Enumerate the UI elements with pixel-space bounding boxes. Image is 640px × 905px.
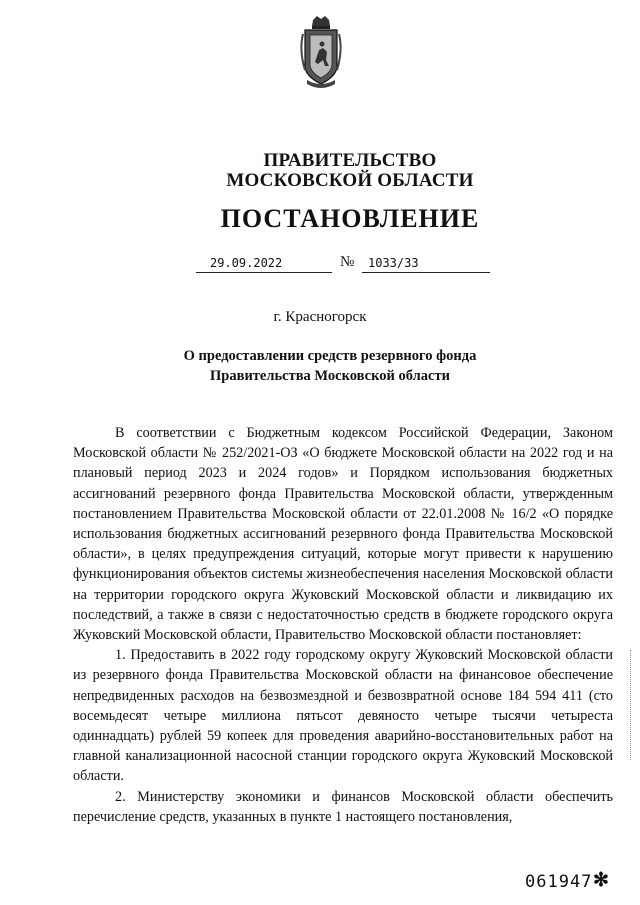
number-label: № [340, 254, 355, 270]
organization-name-line2: МОСКОВСКОЙ ОБЛАСТИ [226, 170, 474, 191]
body-paragraph-item-2: 2. Министерству экономики и финансов Московской области обеспечить перечисление средств, указанных в пункте 1 настоящего постановления, [73, 788, 613, 825]
document-body [73, 423, 613, 827]
scan-margin-dots [630, 650, 633, 760]
body-paragraph-item-1: 1. Предоставить в 2022 году городскому округу Жуковский Московской области из резервного фонда Правительства Московской области на финансовое обеспечение непредвиденных расходов на безвозмездной и безвозвратной основе 184 594 411 (сто восемьдесят четыре миллиона пятьсот девяносто четыре тысячи четыреста одиннадцать) рублей 59 копеек для проведения аварийно-восстановительных работ на главной канализационной насосной станции городского округа Жуковский Московской области. [73, 647, 613, 785]
coat-of-arms-emblem [299, 14, 343, 120]
body-paragraph-preamble: В соответствии с Бюджетным кодексом Российской Федерации, Законом Московской области № 252/2021-ОЗ «О бюджете Московской области на 2022 год и на плановый период 2023 и 2024 годов» и Порядком использования бюджетных ассигнований резервного фонда Правительства Московской области, утвержденным постановлением Правительства Московской области от 22.01.2008 № 16/2 «О порядке использования бюджетных ассигнований резервного фонда Правительства Московской области», в целях предупреждения ситуаций, которые могут привести к нарушению функционирования объектов системы жизнеобеспечения населения Московской области на территории городского округа Жуковский Московской области и ликвидацию их последствий, а также в связи с недостаточностью средств в бюджете городского округа Жуковский Московской области, Правительство Московской области постановляет: [73, 425, 613, 644]
document-number: 1033/33 [362, 256, 490, 273]
document-title-line2: Правительства Московской области [210, 368, 450, 384]
serial-star-icon: ✻ [593, 870, 609, 891]
document-date: 29.09.2022 [196, 256, 332, 273]
serial-number: 061947 [525, 872, 593, 892]
organization-name-line1: ПРАВИТЕЛЬСТВО [263, 150, 437, 171]
document-type-heading: ПОСТАНОВЛЕНИЕ [220, 204, 480, 233]
document-title-line1: О предоставлении средств резервного фонда [183, 348, 477, 364]
city-line: г. Красногорск [273, 309, 367, 325]
